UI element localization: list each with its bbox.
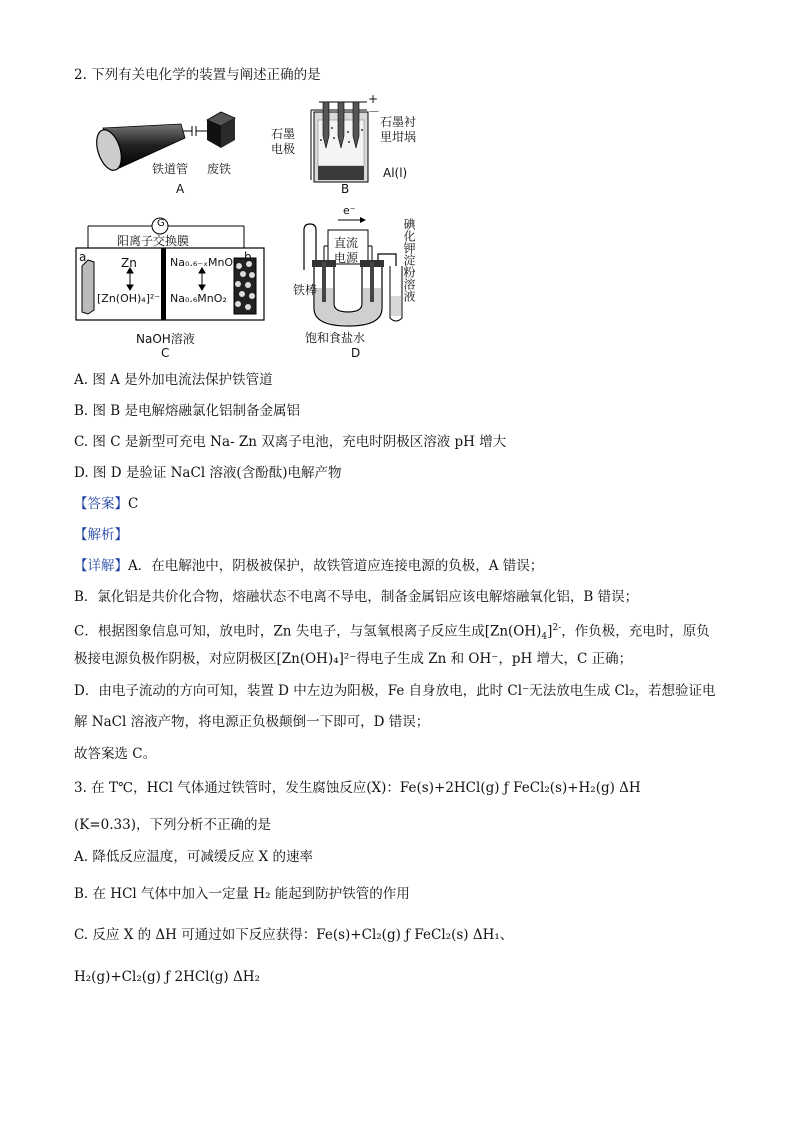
figure-c-caption: C (161, 346, 170, 360)
figure-d-dc-label-2: 电源 (334, 251, 359, 265)
q2-detail-c2: 极接电源负极作阴极，对应阴极区[Zn(OH)₄]²⁻得电子生成 Zn 和 OH⁻，pH 增大，C 正确； (74, 651, 633, 667)
q2-detail-b: B．氯化铝是共价化合物，熔融状态不电离不导电，制备金属铝应该电解熔融氧化铝，B 错误； (74, 589, 639, 605)
ki-starch-solution (391, 296, 401, 316)
figure-b-electrode-label-2: 电极 (271, 142, 296, 156)
question-3-stem-line2: (K=0.33)，下列分析不正确的是 (74, 817, 271, 833)
membrane (161, 248, 166, 320)
figure-b-crucible-label-1: 石墨衬 (380, 115, 417, 129)
figure-b-caption: B (341, 182, 350, 196)
iron-rod (322, 262, 326, 302)
figure-a-pipe-label: 铁道管 (152, 162, 189, 176)
detail-c1-post: ，作负极，充电时，原负 (561, 623, 710, 640)
answer-value: C (128, 496, 139, 512)
analysis-tag: 【解析】 (74, 527, 128, 543)
figure-c-membrane-label: 阳离子交换膜 (117, 234, 190, 248)
q2-option-c: C. 图 C 是新型可充电 Na- Zn 双离子电池，充电时阴极区溶液 pH 增大 (74, 434, 507, 450)
q2-answer-line (74, 495, 138, 513)
molten-aluminium (318, 166, 364, 180)
figure-c-b-label: b (244, 250, 252, 264)
figure-c-a-label: a (79, 250, 87, 264)
detail-c1-pre: C．根据图象信息可知，放电时，Zn 失电子，与氢氧根离子反应生成[Zn(OH) (74, 623, 542, 640)
figure-b-crucible-label-2: 里坩埚 (380, 130, 417, 144)
figure-c-galvanometer-label: G (157, 218, 165, 229)
figure-d-iron-label: 铁棒 (293, 283, 318, 297)
q2-conclusion: 故答案选 C。 (74, 746, 157, 762)
figure-b-electrode-label-1: 石墨 (271, 127, 296, 141)
zinc-electrode (82, 260, 94, 314)
figure-b-minus: － (368, 105, 381, 119)
question-3-stem-line1: 3. 在 T℃，HCl 气体通过铁管时，发生腐蚀反应(X)：Fe(s)+2HCl(g) ƒ FeCl₂(s)+H₂(g) ΔH (74, 780, 641, 796)
answer-tag: 【答案】 (74, 496, 128, 512)
q2-option-b: B. 图 B 是电解熔融氯化铝制备金属铝 (74, 403, 301, 419)
q2-analysis-tag (74, 526, 128, 544)
figure-a-diagram (95, 100, 245, 200)
figure-c-solution-label: NaOH溶液 (136, 332, 195, 346)
figure-c-na-top-label: Na₀.₆₋ₓMnO₂ (170, 256, 238, 269)
figure-d-caption: D (351, 346, 361, 360)
question-2-stem: 2. 下列有关电化学的装置与阐述正确的是 (74, 67, 321, 83)
q3-option-c-line2: H₂(g)+Cl₂(g) ƒ 2HCl(g) ΔH₂ (74, 969, 260, 985)
detail-tag: 【详解】 (74, 558, 128, 574)
figure-c-na-bottom-label: Na₀.₆MnO₂ (170, 292, 227, 305)
figure-a-caption: A (176, 182, 185, 196)
detail-a-text: A．在电解池中，阴极被保护，故铁管道应连接电源的负极，A 错误； (128, 558, 544, 574)
figure-d-brine-label: 饱和食盐水 (305, 331, 366, 345)
q2-detail-c1: C．根据图象信息可知，放电时，Zn 失电子，与氢氧根离子反应生成$[Zn(OH)_4]^{2-}$，作负极，充电时，原负 (74, 623, 710, 643)
carbon-rod (370, 262, 374, 302)
figure-d-dc-label-1: 直流 (334, 236, 359, 250)
figure-d-diagram (290, 200, 420, 335)
figure-b-plus: + (368, 92, 379, 106)
q3-option-c-line1: C. 反应 X 的 ΔH 可通过如下反应获得：Fe(s)+Cl₂(g) ƒ FeCl₂(s) ΔH₁、 (74, 927, 514, 943)
q2-detail-d2: 解 NaCl 溶液产物，将电源正负极颠倒一下即可，D 错误； (74, 714, 430, 730)
q3-option-b: B. 在 HCl 气体中加入一定量 H₂ 能起到防护铁管的作用 (74, 886, 410, 902)
figure-c-zn-label: Zn (121, 256, 137, 270)
figure-b-al-label: Al(l) (383, 166, 408, 180)
q2-option-a: A. 图 A 是外加电流法保护铁管道 (74, 372, 273, 388)
q2-option-d: D. 图 D 是验证 NaCl 溶液(含酚酞)电解产物 (74, 465, 342, 481)
figure-c-zn-complex-label: [Zn(OH)₄]²⁻ (97, 292, 161, 305)
figure-d-ki-label: 碘化钾淀粉溶液 (402, 218, 416, 302)
figure-d-electron-label: e⁻ (343, 204, 356, 217)
q3-option-a: A. 降低反应温度，可减缓反应 X 的速率 (74, 849, 314, 865)
u-tube-inner (334, 262, 362, 312)
q2-detail-d1: D．由电子流动的方向可知，装置 D 中左边为阳极，Fe 自身放电，此时 Cl⁻无法放电生成 Cl₂，若想验证电 (74, 683, 716, 699)
q2-detail-a (74, 557, 543, 575)
figure-a-scrap-label: 废铁 (207, 162, 232, 176)
